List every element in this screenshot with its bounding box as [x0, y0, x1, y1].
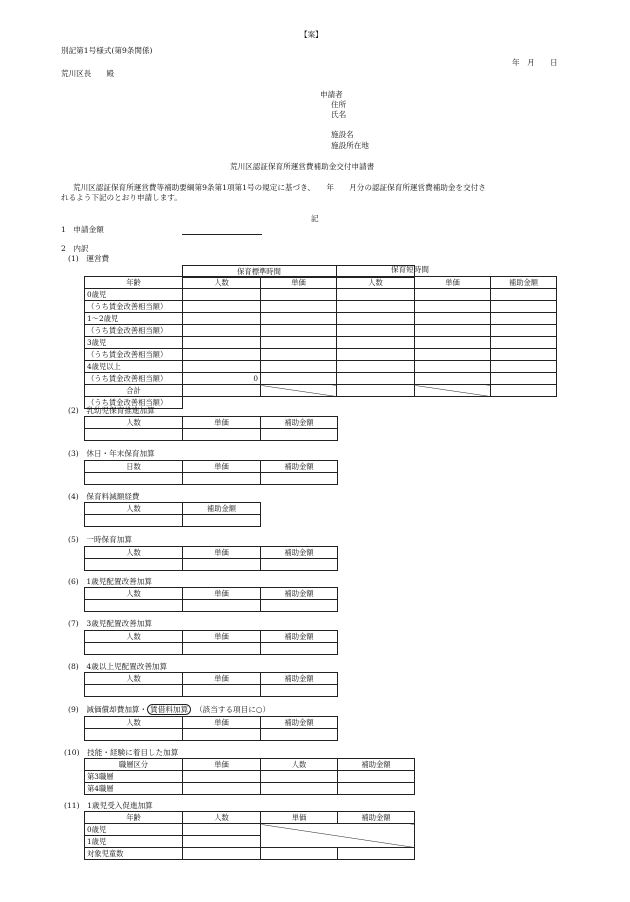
table-row: 対象児童数	[85, 848, 415, 860]
table-row: 0歳児	[85, 824, 415, 836]
sec10-table: 職層区分 単価 人数 補助金額 第3職層 第4職層	[84, 758, 415, 795]
col-people-std: 人数	[183, 277, 261, 289]
group-standard-hours: 保育標準時間	[182, 266, 336, 278]
sec8-table: 人数 単価 補助金額	[84, 672, 338, 697]
sec6-table: 人数 単価 補助金額	[84, 587, 338, 612]
item1-label: 1 申請金額	[61, 225, 104, 234]
facility-name: 施設名	[331, 130, 354, 139]
table-row: （うち賃金改善相当額） 0	[85, 373, 557, 385]
table-row: （うち賃金改善相当額）	[85, 325, 557, 337]
col-price-short: 単価	[415, 277, 491, 289]
sec1-title: (1) 運営費	[68, 254, 110, 263]
zero-value[interactable]: 0	[183, 373, 261, 385]
col-age: 年齢	[85, 277, 183, 289]
draft-mark: 【案】	[300, 30, 323, 39]
applicant-label: 申請者	[320, 90, 343, 99]
item2-label: 2 内訳	[61, 244, 89, 253]
sec9-title: (9) 減価償却費加算・ 賃借料加算 （該当する項目に○）	[68, 705, 271, 714]
sec8-title: (8) 4歳以上児配置改善加算	[68, 662, 168, 671]
total-row	[85, 385, 557, 397]
body-text-line1: 荒川区認証保育所運営費等補助要綱第9条第1項第1号の規定に基づき、 年 月分の認証保育所運営費補助金を交付さ	[73, 183, 486, 192]
ki-mark: 記	[311, 214, 319, 223]
body-text-line2: れるよう下記のとおり申請します。	[61, 193, 182, 202]
table-row: 1～2歳児	[85, 313, 557, 325]
sec2-title: (2) 乳幼児保育推進加算	[68, 406, 155, 415]
col-people-short: 人数	[337, 277, 415, 289]
amount-underline	[182, 225, 262, 235]
table-row: （うち賃金改善相当額）	[85, 301, 557, 313]
table-row	[85, 515, 261, 527]
sec5-table: 人数 単価 補助金額	[84, 546, 338, 571]
total-label: 合計	[85, 385, 183, 397]
group-short-hours: 保育短時間	[391, 265, 429, 274]
sec4-title: (4) 保育料減額経費	[68, 492, 140, 501]
sec10-title: (10) 技能・経験に着目した加算	[64, 748, 179, 757]
table-row: 1歳児	[85, 836, 415, 848]
sec3-title: (3) 休日・年末保育加算	[68, 449, 155, 458]
table-row: 4歳児以上	[85, 361, 557, 373]
sec7-table: 人数 単価 補助金額	[84, 630, 338, 655]
sec11-table: 年齢 人数 単価 補助金額 0歳児 1歳児 対象児童数	[84, 811, 415, 860]
sec9-table: 人数 単価 補助金額	[84, 716, 338, 741]
table-row: 0歳児	[85, 289, 557, 301]
date-line: 年 月 日	[512, 58, 558, 67]
table-row: （うち賃金改善相当額）	[85, 349, 557, 361]
sec3-table: 日数 単価 補助金額	[84, 460, 338, 485]
table-row	[85, 729, 338, 741]
table-row	[85, 685, 338, 697]
sec5-title: (5) 一時保育加算	[68, 535, 132, 544]
table-row: 第3職層	[85, 771, 415, 783]
table-row: 3歳児	[85, 337, 557, 349]
table-row	[85, 559, 338, 571]
table-row	[85, 600, 338, 612]
applicant-name: 氏名	[331, 110, 347, 119]
form-number: 別記第1号様式(第9条関係)	[61, 46, 153, 55]
table-row	[85, 473, 338, 485]
table-row	[85, 429, 338, 441]
sec2-table: 人数 単価 補助金額	[84, 416, 338, 441]
sec6-title: (6) 1歳児配置改善加算	[68, 577, 152, 586]
sec4-table: 人数 補助金額	[84, 502, 261, 527]
sec11-title: (11) 1歳児受入促進加算	[64, 801, 153, 810]
addressee: 荒川区長 殿	[61, 69, 115, 78]
sec7-title: (7) 3歳児配置改善加算	[68, 619, 152, 628]
table-row	[85, 643, 338, 655]
applicant-address: 住所	[331, 100, 347, 109]
facility-address: 施設所在地	[331, 141, 369, 150]
page-title: 荒川区認証保育所運営費補助金交付申請書	[230, 162, 375, 171]
table-row: 第4職層	[85, 783, 415, 795]
total-sub-row: （うち賃金改善相当額）	[85, 397, 557, 409]
rent-option-circled[interactable]: 賃借料加算	[147, 704, 191, 715]
operating-cost-main-table	[84, 276, 557, 409]
col-price-std: 単価	[261, 277, 337, 289]
col-amount: 補助金額	[491, 277, 557, 289]
